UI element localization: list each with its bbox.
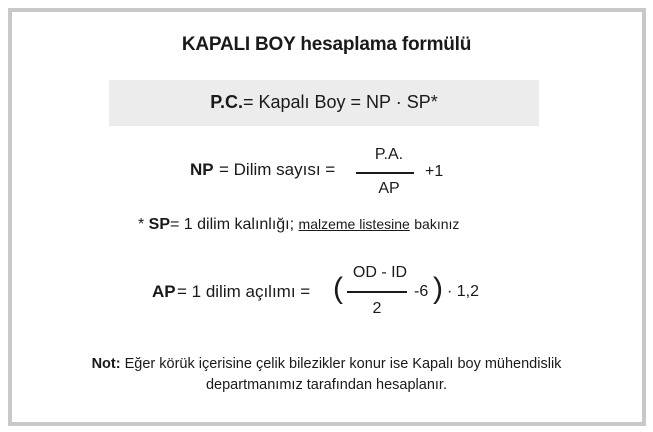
ap-fraction-bar xyxy=(347,291,407,293)
np-abbr: NP xyxy=(190,160,214,179)
note-label: Not: xyxy=(91,356,121,372)
sp-suffix: bakınız xyxy=(414,216,460,232)
sp-abbr: SP xyxy=(148,216,171,233)
ap-suffix: · 1,2 xyxy=(447,283,480,300)
pc-formula-text: = Kapalı Boy = NP · SP* xyxy=(242,92,438,112)
ap-abbr: AP xyxy=(152,282,176,301)
page-title: KAPALI BOY hesaplama formülü xyxy=(181,34,472,55)
np-suffix: +1 xyxy=(425,163,444,180)
np-label: = Dilim sayısı = xyxy=(219,160,336,179)
pc-abbr: P.C. xyxy=(210,92,243,112)
ap-denominator: 2 xyxy=(372,300,382,317)
sp-prefix: * xyxy=(138,216,149,233)
note xyxy=(40,354,613,396)
ap-numerator: OD - ID xyxy=(352,264,408,281)
ap-close-paren: ) xyxy=(433,272,443,305)
ap-label: = 1 dilim açılımı = xyxy=(177,282,311,301)
ap-open-paren: ( xyxy=(333,272,343,305)
note-line1: Eğer körük içerisine çelik bilezikler konur ise Kapalı boy mühendislik xyxy=(124,356,562,372)
sp-text: = 1 dilim kalınlığı; xyxy=(170,216,295,233)
np-numerator: P.A. xyxy=(374,146,404,163)
note-line2: departmanımız tarafından hesaplanır. xyxy=(205,377,447,393)
material-list-link[interactable]: malzeme listesine xyxy=(298,216,410,232)
ap-minus: -6 xyxy=(414,283,429,300)
np-denominator: AP xyxy=(378,180,400,197)
